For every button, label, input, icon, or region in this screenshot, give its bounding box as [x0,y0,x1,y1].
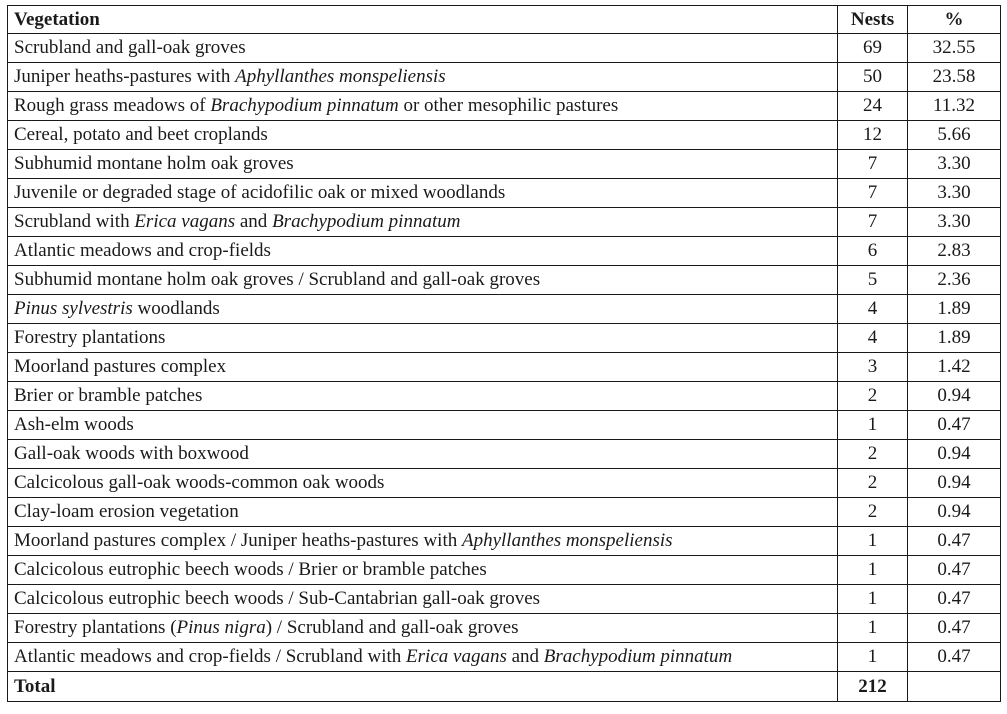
vegetation-cell [8,121,838,150]
percent-cell: 3.30 [908,150,1001,179]
vegetation-text: and [235,211,273,232]
nests-cell: 4 [838,324,908,353]
species-name: Erica vagans [406,646,507,667]
vegetation-text: Clay-loam erosion vegetation [14,501,239,522]
table-row [8,34,1001,63]
total-nests: 212 [838,672,908,702]
percent-cell: 1.42 [908,353,1001,382]
vegetation-text: Atlantic meadows and crop-fields / Scrubland with [14,646,407,667]
vegetation-cell [8,382,838,411]
table-row [8,266,1001,295]
table-row [8,237,1001,266]
nests-cell: 5 [838,266,908,295]
nests-cell: 1 [838,643,908,672]
percent-cell: 32.55 [908,34,1001,63]
species-name: Brachypodium pinnatum [210,95,399,116]
percent-cell: 0.47 [908,614,1001,643]
table-row [8,353,1001,382]
vegetation-cell [8,34,838,63]
table-row [8,556,1001,585]
species-name: Brachypodium pinnatum [272,211,461,232]
vegetation-text: Brier or bramble patches [14,385,203,406]
vegetation-text: Subhumid montane holm oak groves / Scrubland and gall-oak groves [14,269,541,290]
table-row [8,92,1001,121]
table-row [8,63,1001,92]
species-name: Pinus sylvestris [14,298,133,319]
vegetation-cell [8,150,838,179]
nests-cell: 1 [838,527,908,556]
vegetation-cell [8,527,838,556]
table-row [8,498,1001,527]
vegetation-text: Juvenile or degraded stage of acidofilic oak or mixed woodlands [14,182,506,203]
percent-cell: 11.32 [908,92,1001,121]
species-name: Aphyllanthes monspeliensis [461,530,673,551]
nests-cell: 2 [838,498,908,527]
vegetation-text: Calcicolous gall-oak woods-common oak woods [14,472,385,493]
nests-cell: 1 [838,556,908,585]
nests-cell: 7 [838,208,908,237]
table-row [8,411,1001,440]
vegetation-text: Forestry plantations [14,327,166,348]
total-percent [908,672,1001,702]
table-row [8,179,1001,208]
nests-cell: 2 [838,382,908,411]
vegetation-text: Ash-elm woods [14,414,134,435]
table-row [8,527,1001,556]
vegetation-text: Juniper heaths-pastures with [14,66,236,87]
vegetation-cell [8,556,838,585]
nests-cell: 4 [838,295,908,324]
vegetation-text: or other mesophilic pastures [398,95,619,116]
vegetation-text: Rough grass meadows of [14,95,211,116]
vegetation-cell [8,440,838,469]
table-row [8,150,1001,179]
table-row [8,469,1001,498]
vegetation-text: Moorland pastures complex / Juniper heaths-pastures with [14,530,462,551]
header-vegetation: Vegetation [8,6,838,34]
vegetation-cell [8,324,838,353]
percent-cell: 1.89 [908,295,1001,324]
species-name: Pinus nigra [176,617,266,638]
vegetation-nests-table [7,5,1001,702]
vegetation-cell [8,63,838,92]
vegetation-text: Calcicolous eutrophic beech woods / Sub-Cantabrian gall-oak groves [14,588,541,609]
vegetation-cell [8,614,838,643]
percent-cell: 23.58 [908,63,1001,92]
vegetation-cell [8,498,838,527]
nests-cell: 1 [838,411,908,440]
vegetation-cell [8,237,838,266]
vegetation-text: Scrubland with [14,211,135,232]
percent-cell: 0.47 [908,643,1001,672]
vegetation-text: Calcicolous eutrophic beech woods / Brier or bramble patches [14,559,487,580]
table-row [8,324,1001,353]
percent-cell: 5.66 [908,121,1001,150]
percent-cell: 3.30 [908,179,1001,208]
table-row [8,121,1001,150]
vegetation-cell [8,353,838,382]
total-row [8,672,1001,702]
vegetation-text: Subhumid montane holm oak groves [14,153,294,174]
table-row [8,585,1001,614]
nests-cell: 7 [838,150,908,179]
table-row [8,382,1001,411]
vegetation-cell [8,92,838,121]
vegetation-text: woodlands [132,298,220,319]
species-name: Erica vagans [134,211,236,232]
percent-cell: 0.94 [908,469,1001,498]
table-row [8,440,1001,469]
percent-cell: 2.36 [908,266,1001,295]
vegetation-cell [8,266,838,295]
header-row [8,6,1001,34]
nests-cell: 6 [838,237,908,266]
percent-cell: 0.47 [908,556,1001,585]
vegetation-text: and [506,646,544,667]
vegetation-text: Atlantic meadows and crop-fields [14,240,271,261]
vegetation-cell [8,295,838,324]
nests-cell: 1 [838,585,908,614]
nests-cell: 69 [838,34,908,63]
table-body [8,34,1001,672]
vegetation-text: Cereal, potato and beet croplands [14,124,268,145]
table-row [8,295,1001,324]
percent-cell: 0.47 [908,411,1001,440]
percent-cell: 0.94 [908,498,1001,527]
vegetation-cell [8,643,838,672]
percent-cell: 1.89 [908,324,1001,353]
vegetation-text: Scrubland and gall-oak groves [14,37,246,58]
vegetation-cell [8,469,838,498]
table-row [8,208,1001,237]
nests-cell: 3 [838,353,908,382]
vegetation-text: Forestry plantations ( [14,617,177,638]
species-name: Brachypodium pinnatum [543,646,733,667]
vegetation-text: ) / Scrubland and gall-oak groves [265,617,519,638]
nests-cell: 7 [838,179,908,208]
percent-cell: 0.47 [908,585,1001,614]
vegetation-cell [8,179,838,208]
nests-cell: 50 [838,63,908,92]
nests-cell: 12 [838,121,908,150]
species-name: Aphyllanthes monspeliensis [235,66,446,87]
vegetation-text: Moorland pastures complex [14,356,227,377]
total-label: Total [8,672,838,702]
percent-cell: 0.47 [908,527,1001,556]
nests-cell: 24 [838,92,908,121]
percent-cell: 0.94 [908,382,1001,411]
nests-cell: 2 [838,469,908,498]
vegetation-cell [8,411,838,440]
nests-cell: 1 [838,614,908,643]
vegetation-text: Gall-oak woods with boxwood [14,443,249,464]
nests-cell: 2 [838,440,908,469]
percent-cell: 2.83 [908,237,1001,266]
header-percent: % [908,6,1001,34]
percent-cell: 3.30 [908,208,1001,237]
table-row [8,614,1001,643]
percent-cell: 0.94 [908,440,1001,469]
table-row [8,643,1001,672]
vegetation-cell [8,585,838,614]
header-nests: Nests [838,6,908,34]
vegetation-cell [8,208,838,237]
